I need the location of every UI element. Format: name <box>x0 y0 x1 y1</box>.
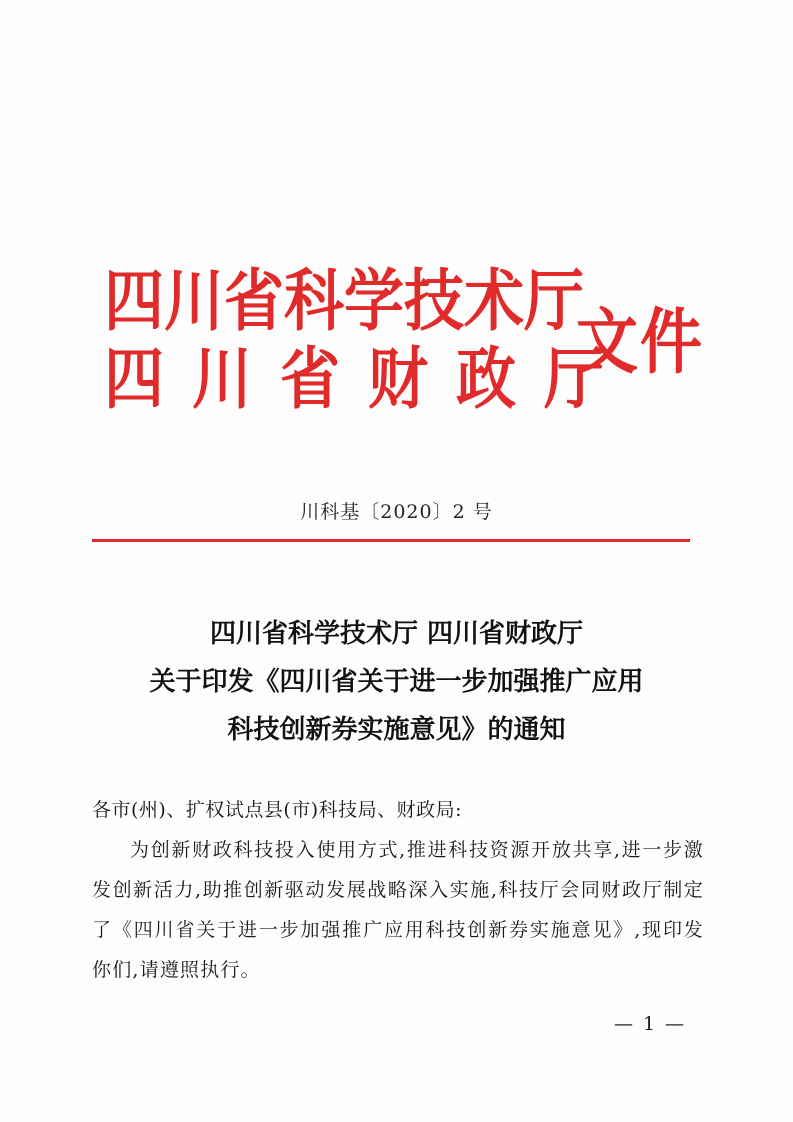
title-line-1: 四川省科学技术厅 四川省财政厅 <box>209 619 584 649</box>
red-divider-line <box>92 539 690 542</box>
document-body <box>92 790 704 990</box>
agency-name-science-tech: 四川省科学技术厅 <box>104 262 584 341</box>
salutation: 各市(州)、扩权试点县(市)科技局、财政局: <box>92 799 463 821</box>
title-line-3: 科技创新券实施意见》的通知 <box>227 715 566 745</box>
issuing-agencies <box>104 258 632 419</box>
title-line-2: 关于印发《四川省关于进一步加强推广应用 <box>149 667 644 697</box>
body-paragraph: 为创新财政科技投入使用方式,推进科技资源开放共享,进一步激发创新活力,助推创新驱动发展战略深入实施,科技厅会同财政厅制定了《四川省关于进一步加强推广应用科技创新券实施意见》,现印发你们,请遵照执行。 <box>92 839 704 981</box>
document-title <box>0 610 793 754</box>
document-number: 川科基〔2020〕2 号 <box>300 501 493 523</box>
page-number: — 1 — <box>614 1013 687 1035</box>
document-type-label: 文件 <box>576 299 705 384</box>
agency-name-finance: 四川省财政厅 <box>104 340 632 419</box>
